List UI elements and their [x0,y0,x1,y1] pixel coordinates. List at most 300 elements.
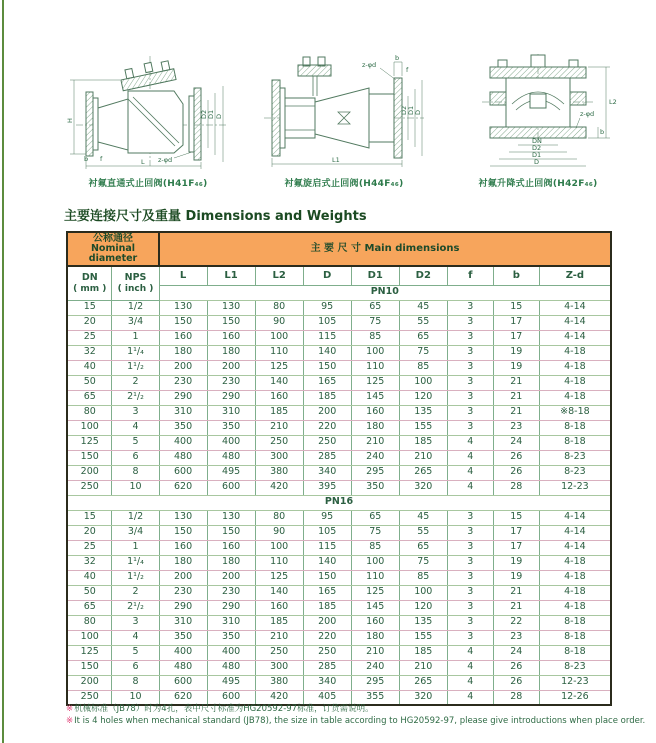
table-cell: 28 [493,480,539,495]
table-cell: 21 [493,585,539,600]
table-cell: 4 [447,690,493,705]
table-cell: 140 [255,585,303,600]
table-cell: 600 [159,465,207,480]
table-row [67,300,611,315]
table-cell: 4-18 [539,555,611,570]
dim-label-D1: D1 [207,109,215,119]
table-row [67,465,611,480]
table-cell: 85 [399,570,447,585]
table-cell: 155 [399,630,447,645]
table-cell: 200 [303,615,351,630]
table-cell: 310 [207,615,255,630]
table-cell: 110 [351,360,399,375]
table-cell: 380 [255,675,303,690]
table-cell: 26 [493,660,539,675]
pn10-label: PN10 [159,285,611,300]
col-D2: D2 [399,266,447,285]
table-cell: 145 [351,600,399,615]
table-cell: 85 [351,330,399,345]
table-cell: 19 [493,345,539,360]
dim-label-D2: D2 [400,105,408,115]
table-cell: 15 [493,300,539,315]
table-cell: 400 [159,435,207,450]
table-cell: 1¹/₂ [112,570,159,585]
table-cell: 200 [303,405,351,420]
table-cell: 3 [447,540,493,555]
figure-h41f [62,52,234,189]
table-cell: 80 [67,405,112,420]
table-cell: 100 [255,540,303,555]
table-cell: 310 [207,405,255,420]
table-row [67,660,611,675]
table-cell: 405 [303,690,351,705]
table-row [67,360,611,375]
table-cell: 355 [351,690,399,705]
table-cell: 21 [493,600,539,615]
table-cell: 3 [447,510,493,525]
table-cell: 4-18 [539,390,611,405]
table-cell: 185 [255,615,303,630]
table-cell: 5 [112,435,159,450]
table-cell: 210 [255,630,303,645]
table-cell: 45 [399,510,447,525]
table-cell: 150 [303,570,351,585]
header-dn-label: DN [81,271,98,283]
table-cell: 4-18 [539,585,611,600]
table-cell: 2¹/₂ [112,600,159,615]
table-cell: 3 [447,570,493,585]
table-cell: 8-18 [539,630,611,645]
table-cell: 165 [303,375,351,390]
table-cell: 1 [112,540,159,555]
table-cell: 125 [351,375,399,390]
table-cell: 230 [207,585,255,600]
table-cell: 250 [67,690,112,705]
table-cell: 24 [493,645,539,660]
header-nominal-diameter [67,232,159,266]
table-cell: 2 [112,375,159,390]
table-cell: 65 [399,540,447,555]
table-cell: 20 [67,525,112,540]
table-cell: 3/4 [112,525,159,540]
table-cell: 160 [351,405,399,420]
table-cell: 8-18 [539,420,611,435]
table-cell: 125 [67,645,112,660]
table-cell: 3 [447,600,493,615]
table-cell: 50 [67,375,112,390]
table-cell: 45 [399,300,447,315]
table-cell: 23 [493,420,539,435]
table-cell: 600 [207,480,255,495]
table-cell: 100 [399,585,447,600]
table-cell: 24 [493,435,539,450]
table-header-columns-row [67,266,611,285]
table-cell: 250 [255,435,303,450]
footnote-marker-icon: ※ [66,716,74,727]
table-cell: 150 [159,525,207,540]
figure-h44f [256,52,432,189]
table-cell: 320 [399,690,447,705]
table-cell: 140 [303,345,351,360]
table-cell: 85 [399,360,447,375]
col-b: b [493,266,539,285]
table-header-top-row [67,232,611,266]
table-cell: 300 [255,660,303,675]
table-cell: 250 [255,645,303,660]
table-cell: 135 [399,615,447,630]
table-cell: 4-18 [539,570,611,585]
table-cell: 220 [303,630,351,645]
dim-label-zd: z-φd [158,156,173,164]
dim-label-L1: L1 [332,156,340,164]
table-cell: 3 [447,315,493,330]
table-cell: 25 [67,540,112,555]
table-cell: 4-18 [539,375,611,390]
table-cell: 145 [351,390,399,405]
table-cell: 290 [159,600,207,615]
table-row [67,435,611,450]
table-cell: 90 [255,525,303,540]
table-cell: 15 [493,510,539,525]
col-Zd: Z-d [539,266,611,285]
table-cell: 130 [159,300,207,315]
header-nps-unit: ( inch ) [117,283,154,294]
table-cell: 3 [447,375,493,390]
table-row [67,540,611,555]
table-cell: 80 [255,510,303,525]
table-cell: 3 [447,525,493,540]
table-cell: 285 [303,660,351,675]
table-cell: 185 [303,390,351,405]
valve-drawing-h41f-icon [62,52,234,172]
table-cell: 4 [447,450,493,465]
table-cell: 12-26 [539,690,611,705]
table-cell: 620 [159,480,207,495]
table-cell: 3 [447,345,493,360]
dim-label-zd: z-φd [362,61,377,69]
table-cell: 8-18 [539,435,611,450]
table-cell: 75 [399,345,447,360]
table-cell: 420 [255,690,303,705]
header-nominal-en: Nominal diameter [88,242,138,265]
table-cell: 80 [67,615,112,630]
table-cell: 3 [112,615,159,630]
table-cell: 200 [67,465,112,480]
dim-label-zd: z-φd [580,110,595,118]
dim-label-D: D [414,109,422,115]
table-cell: 12-23 [539,675,611,690]
dim-label-D2: D2 [532,144,542,152]
table-cell: 295 [351,465,399,480]
table-row [67,420,611,435]
table-cell: 265 [399,465,447,480]
table-cell: 4-14 [539,315,611,330]
table-cell: 130 [159,510,207,525]
table-cell: 22 [493,615,539,630]
dim-label-H: H [66,118,74,123]
pn16-body [67,510,611,705]
table-cell: 600 [207,690,255,705]
table-cell: 1¹/₂ [112,360,159,375]
table-cell: 180 [159,555,207,570]
table-cell: 19 [493,360,539,375]
table-cell: 95 [303,510,351,525]
table-cell: 250 [67,480,112,495]
table-cell: 65 [399,330,447,345]
table-cell: 26 [493,465,539,480]
table-cell: 125 [67,435,112,450]
table-cell: 115 [303,330,351,345]
table-cell: 350 [351,480,399,495]
table-cell: 100 [67,420,112,435]
header-dn [67,266,112,300]
footnote-en-text: It is 4 holes when mechanical standard (JB78), the size in table according to HG20592-97, please give introductions when place order. [74,716,646,727]
table-cell: 100 [351,555,399,570]
table-cell: 4-14 [539,510,611,525]
table-cell: 8-23 [539,465,611,480]
dim-label-b: b [84,155,89,163]
table-row [67,330,611,345]
table-cell: 2¹/₂ [112,390,159,405]
table-cell: 110 [255,345,303,360]
table-cell: 65 [351,510,399,525]
table-cell: 400 [159,645,207,660]
table-cell: 220 [303,420,351,435]
table-cell: 380 [255,465,303,480]
table-cell: 350 [207,420,255,435]
col-L1: L1 [207,266,255,285]
figure-caption-h44f: 衬氟旋启式止回阀(H44F₄₆) [284,179,404,189]
table-cell: 140 [255,375,303,390]
table-cell: 350 [207,630,255,645]
figure-caption-h41f: 衬氟直通式止回阀(H41F₄₆) [88,179,208,189]
dim-label-D2: D2 [200,109,208,119]
dim-label-f: f [100,155,103,163]
table-cell: 125 [351,585,399,600]
table-cell: 160 [255,390,303,405]
dim-label-DN: DN [532,137,542,145]
table-cell: 21 [493,390,539,405]
footnotes [66,703,646,728]
table-cell: 40 [67,360,112,375]
table-cell: 85 [351,540,399,555]
table-cell: 3 [447,405,493,420]
table-cell: 265 [399,675,447,690]
table-cell: 480 [207,660,255,675]
table-cell: 55 [399,525,447,540]
table-cell: 185 [399,645,447,660]
table-cell: 300 [255,450,303,465]
table-cell: 210 [351,435,399,450]
header-dn-unit: ( mm ) [73,283,107,294]
pn16-label: PN16 [67,495,611,510]
table-cell: 5 [112,645,159,660]
table-cell: 210 [351,645,399,660]
table-cell: 3/4 [112,315,159,330]
table-cell: 100 [351,345,399,360]
table-cell: 100 [399,375,447,390]
table-cell: 4 [447,645,493,660]
table-cell: 290 [207,600,255,615]
table-cell: 1¹/₄ [112,555,159,570]
footnote-marker-icon: ※ [66,704,74,714]
table-cell: 420 [255,480,303,495]
table-cell: 3 [447,300,493,315]
table-cell: 130 [207,300,255,315]
table-cell: 4-18 [539,600,611,615]
table-row [67,585,611,600]
table-cell: 480 [159,450,207,465]
dim-label-b: b [600,128,605,136]
table-cell: 350 [159,630,207,645]
table-cell: 340 [303,675,351,690]
table-cell: 480 [159,660,207,675]
table-cell: 105 [303,315,351,330]
footnote-zh [66,703,626,715]
table-cell: 3 [112,405,159,420]
table-cell: 80 [255,300,303,315]
table-cell: 290 [159,390,207,405]
valve-drawing-h44f-icon [256,52,432,172]
table-cell: 4 [112,420,159,435]
pn10-body [67,300,611,495]
table-cell: 4-14 [539,300,611,315]
table-cell: 200 [67,675,112,690]
table-row [67,645,611,660]
table-cell: 200 [207,360,255,375]
table-cell: 4 [112,630,159,645]
table-row [67,630,611,645]
table-cell: 480 [207,450,255,465]
table-cell: 8-23 [539,450,611,465]
table-cell: 180 [351,420,399,435]
table-row [67,315,611,330]
table-cell: 6 [112,660,159,675]
table-cell: 150 [303,360,351,375]
table-cell: 17 [493,525,539,540]
table-cell: 155 [399,420,447,435]
dim-label-b: b [395,54,400,62]
table-cell: 3 [447,630,493,645]
table-cell: 150 [207,315,255,330]
table-cell: 110 [255,555,303,570]
table-row [67,375,611,390]
table-row [67,450,611,465]
table-cell: 230 [207,375,255,390]
table-cell: 180 [351,630,399,645]
table-cell: 210 [399,450,447,465]
table-cell: 320 [399,480,447,495]
table-cell: 75 [351,525,399,540]
table-cell: 100 [67,630,112,645]
col-L2: L2 [255,266,303,285]
table-cell: 310 [159,405,207,420]
table-cell: 26 [493,450,539,465]
table-cell: 200 [207,570,255,585]
header-nps-label: NPS [124,271,147,283]
table-cell: 8 [112,675,159,690]
table-cell: 8-23 [539,660,611,675]
table-cell: 100 [255,330,303,345]
table-cell: 3 [447,615,493,630]
table-cell: 150 [67,450,112,465]
table-cell: 110 [351,570,399,585]
table-cell: 4-18 [539,345,611,360]
col-D: D [303,266,351,285]
table-cell: 19 [493,570,539,585]
table-cell: 160 [159,330,207,345]
table-cell: 32 [67,555,112,570]
table-cell: 12-23 [539,480,611,495]
dim-label-D: D [215,113,223,119]
dim-label-D1: D1 [532,151,542,159]
table-cell: 160 [159,540,207,555]
table-cell: 32 [67,345,112,360]
col-f: f [447,266,493,285]
col-L: L [159,266,207,285]
table-cell: 4 [447,465,493,480]
table-cell: 4 [447,660,493,675]
dim-label-D: D [534,158,540,166]
table-cell: 3 [447,585,493,600]
footnote-en [66,715,646,727]
table-cell: 65 [351,300,399,315]
table-row [67,405,611,420]
table-cell: 75 [351,315,399,330]
header-nominal-zh: 公称通径 [93,233,134,244]
table-cell: 10 [112,690,159,705]
table-cell: 20 [67,315,112,330]
table-cell: 240 [351,450,399,465]
dim-label-f: f [406,66,409,74]
table-cell: 3 [447,360,493,375]
table-cell: 4 [447,435,493,450]
table-cell: 4 [447,675,493,690]
table-cell: 295 [351,675,399,690]
table-cell: 185 [399,435,447,450]
table-cell: 1¹/₄ [112,345,159,360]
table-cell: 19 [493,555,539,570]
table-cell: 15 [67,300,112,315]
table-row [67,390,611,405]
table-cell: 495 [207,465,255,480]
table-cell: 3 [447,330,493,345]
table-cell: 600 [159,675,207,690]
table-cell: 285 [303,450,351,465]
table-cell: 150 [207,525,255,540]
table-cell: 21 [493,375,539,390]
table-cell: 2 [112,585,159,600]
table-cell: 125 [255,360,303,375]
table-cell: 4-14 [539,540,611,555]
table-cell: 25 [67,330,112,345]
footnote-zh-text: 机械标准（JB78）时为4孔，表中尺寸标准为HG20592-97标准，订货需说明。 [74,704,374,714]
table-cell: ※8-18 [539,405,611,420]
table-cell: 135 [399,405,447,420]
table-cell: 200 [159,360,207,375]
table-cell: 165 [303,585,351,600]
page-left-rule [2,0,4,743]
table-cell: 230 [159,375,207,390]
table-cell: 180 [207,345,255,360]
table-row [67,345,611,360]
table-cell: 10 [112,480,159,495]
table-cell: 310 [159,615,207,630]
dim-label-L: L [141,158,145,166]
table-cell: 160 [351,615,399,630]
table-cell: 210 [399,660,447,675]
table-cell: 3 [447,555,493,570]
